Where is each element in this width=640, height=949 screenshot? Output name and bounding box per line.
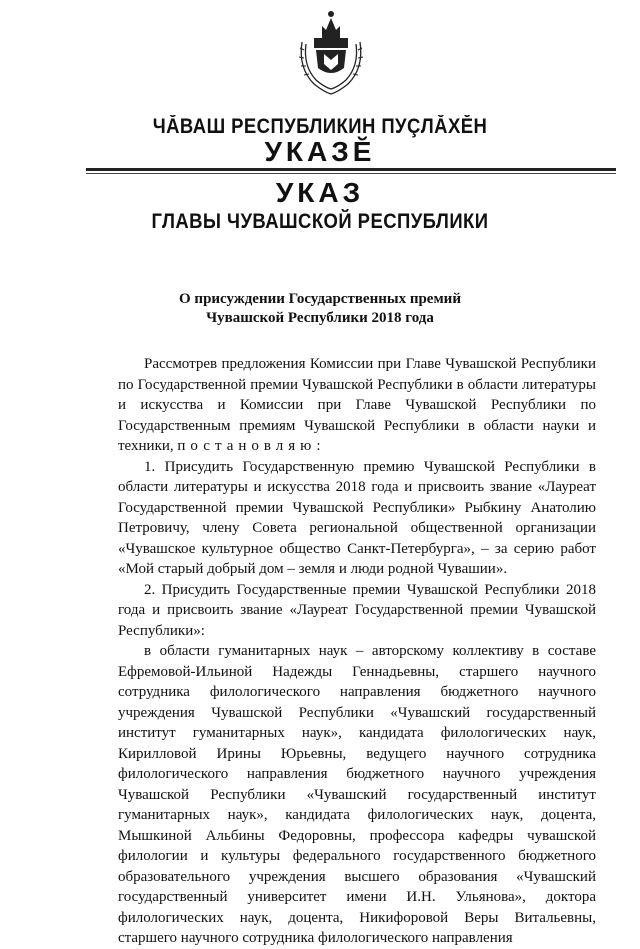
item-2-humanities-paragraph: в области гуманитарных наук – авторскому коллективу в составе Ефремовой-Ильиной Надежды Геннадьевны, старшего научного сотрудника филологического направления бюджетного научного учреждения Чувашской Республики «Чувашский государственный институт гуманитарных наук», кандидата филологических наук, Кирилловой Ирины Юрьевны, ведущего научного сотрудника филологического направления бюджетного научного учреждения Чувашской Республики «Чувашский государственный институт гуманитарных наук», кандидата филологических наук, доцента, Мышкиной Альбины Федоровны, профессора кафедры чувашской филологии и культуры федерального государственного бюджетного образовательного учреждения высшего образования «Чувашский государственный университет имени И.Н. Ульянова», доктора филологических наук, доцента, Никифоровой Веры Витальевны, старшего научного сотрудника филологического направления — [118, 643, 596, 946]
decree-word: УКАЗ — [275, 177, 365, 208]
intro-paragraph — [118, 354, 596, 457]
document-body — [118, 354, 596, 949]
title-line-1: О присуждении Государственных премий — [179, 291, 461, 307]
chuvash-decree-word: УКАЗĔ — [264, 136, 376, 167]
document-title — [0, 290, 640, 328]
issuer-line: ГЛАВЫ ЧУВАШСКОЙ РЕСПУБЛИКИ — [151, 210, 489, 233]
chuvash-header-line: ЧĂВАШ РЕСПУБЛИКИН ПУÇЛĂХĔН — [152, 115, 488, 138]
item-2-paragraph: 2. Присудить Государственные премии Чувашской Республики 2018 года и присвоить звание «Лауреат Государственной премии Чувашской Республики»: — [118, 581, 596, 639]
title-line-2: Чувашской Республики 2018 года — [206, 310, 434, 326]
coat-of-arms-icon — [294, 8, 368, 98]
header-rule-thick — [86, 168, 616, 171]
decree-keyword: постановляю: — [177, 438, 326, 454]
header-rule-thin — [86, 173, 616, 174]
intro-text: Рассмотрев предложения Комиссии при Главе Чувашской Республики по Государственной премии Чувашской Республики в области литературы и искусства и Комиссии при Главе Чувашской Республики по Государственным премиям Чувашской Республики в области науки и техники, — [118, 356, 596, 454]
item-1-paragraph: 1. Присудить Государственную премию Чувашской Республики в области литературы и искусства 2018 года и присвоить звание «Лауреат Государственной премии Чувашской Республики» Рыбкину Анатолию Петровичу, члену Совета региональной общественной организации «Чувашское культурное общество Санкт-Петербурга», – за серию работ «Мой старый добрый дом – земля и люди родной Чувашии». — [118, 458, 596, 577]
